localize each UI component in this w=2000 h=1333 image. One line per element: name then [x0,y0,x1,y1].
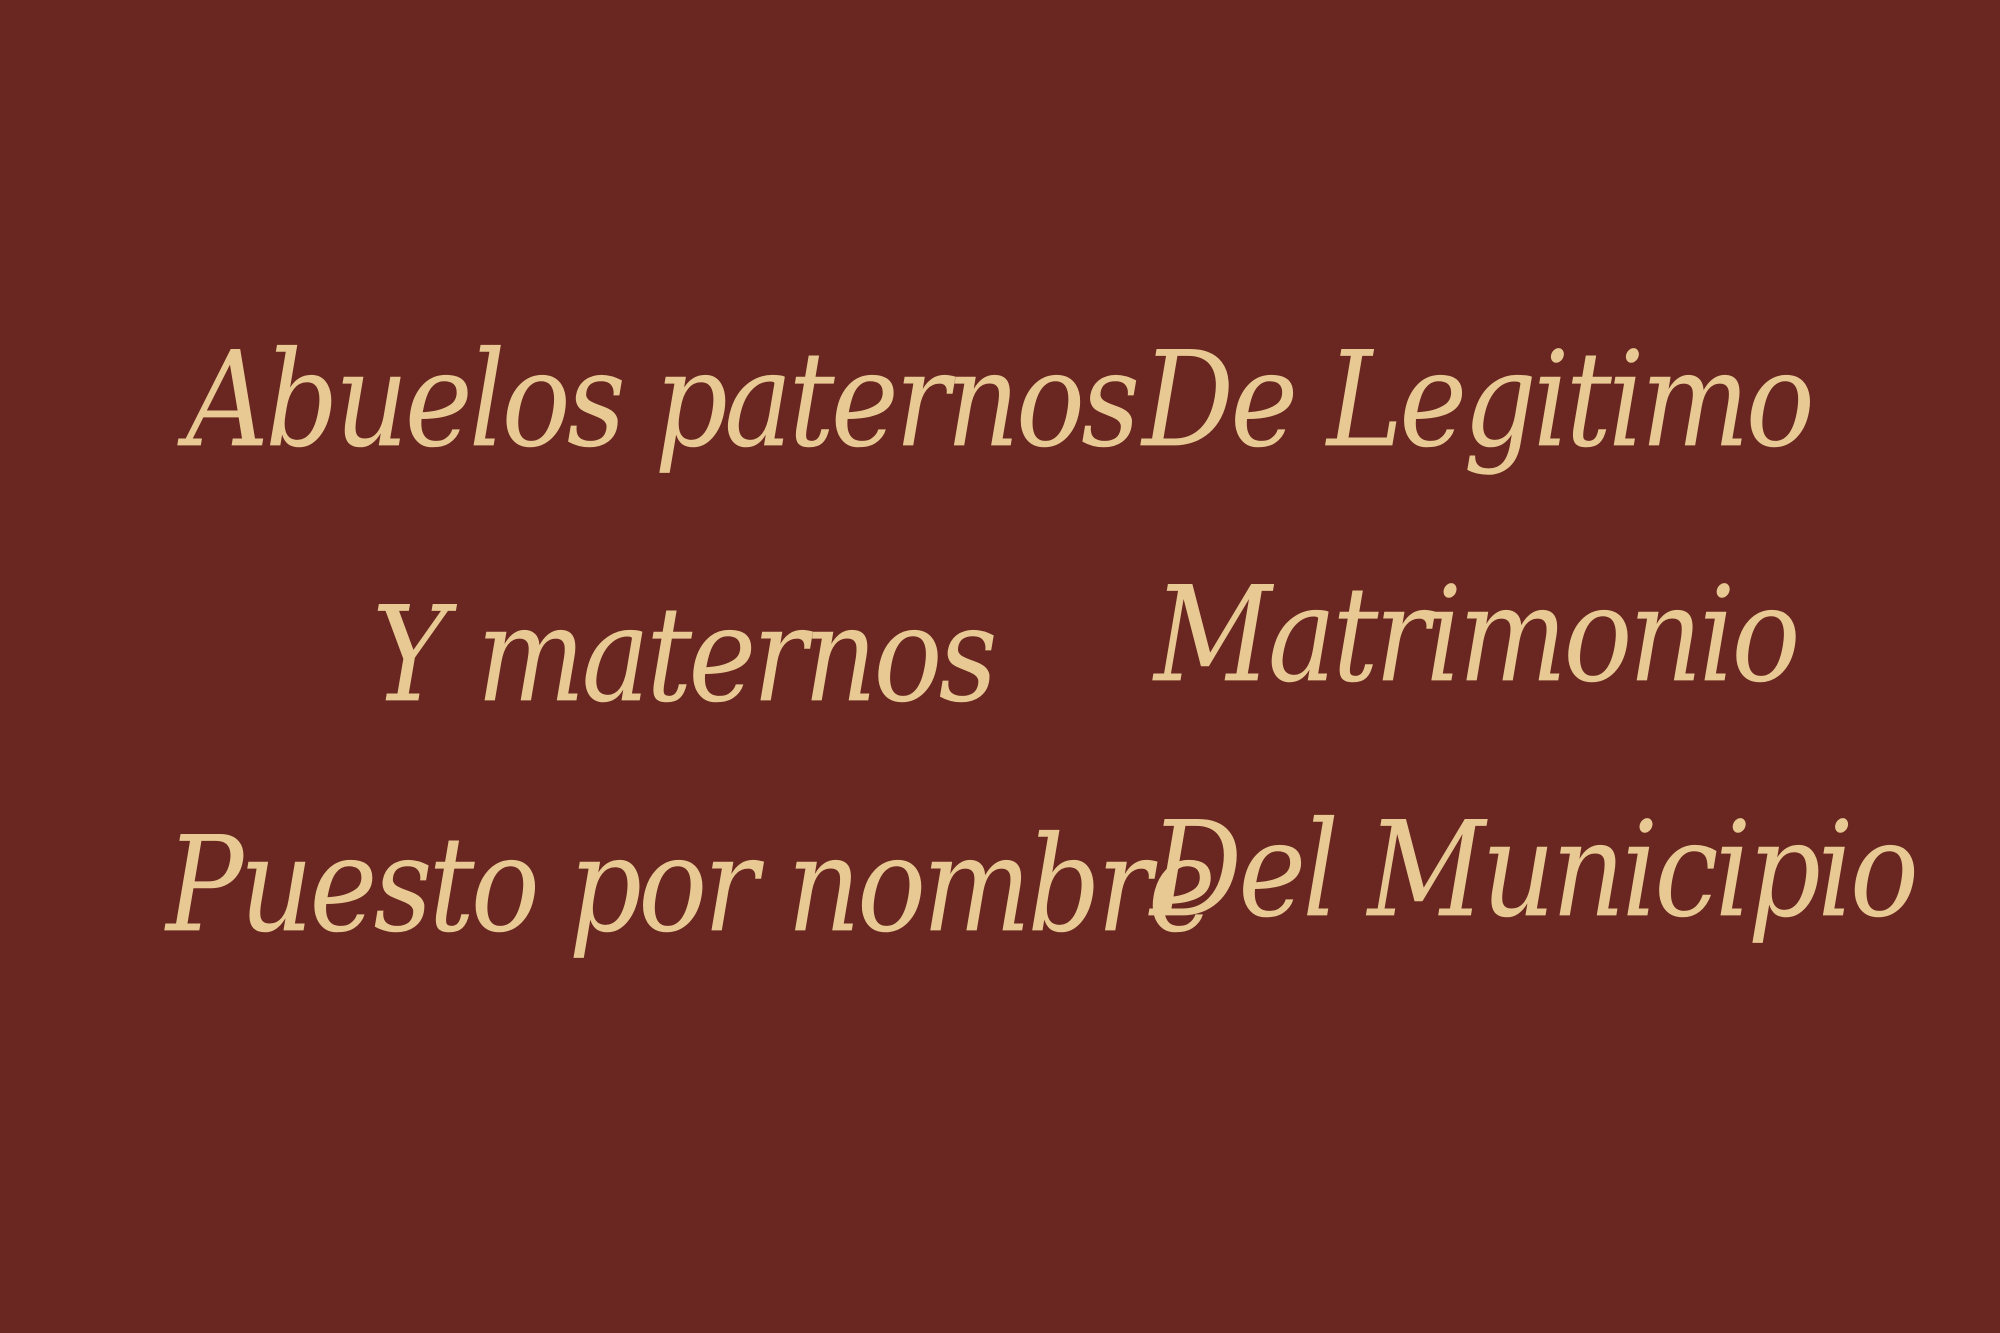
text-puesto-por-nombre: Puesto por nombre [166,808,1212,963]
text-del-municipio: Del Municipio [1150,793,1916,948]
text-de-legitimo: De Legitimo [1142,323,1811,478]
text-matrimonio: Matrimonio [1154,558,1797,713]
text-y-maternos: Y maternos [372,578,994,733]
text-abuelos-paternos: Abuelos paternos [186,323,1137,478]
